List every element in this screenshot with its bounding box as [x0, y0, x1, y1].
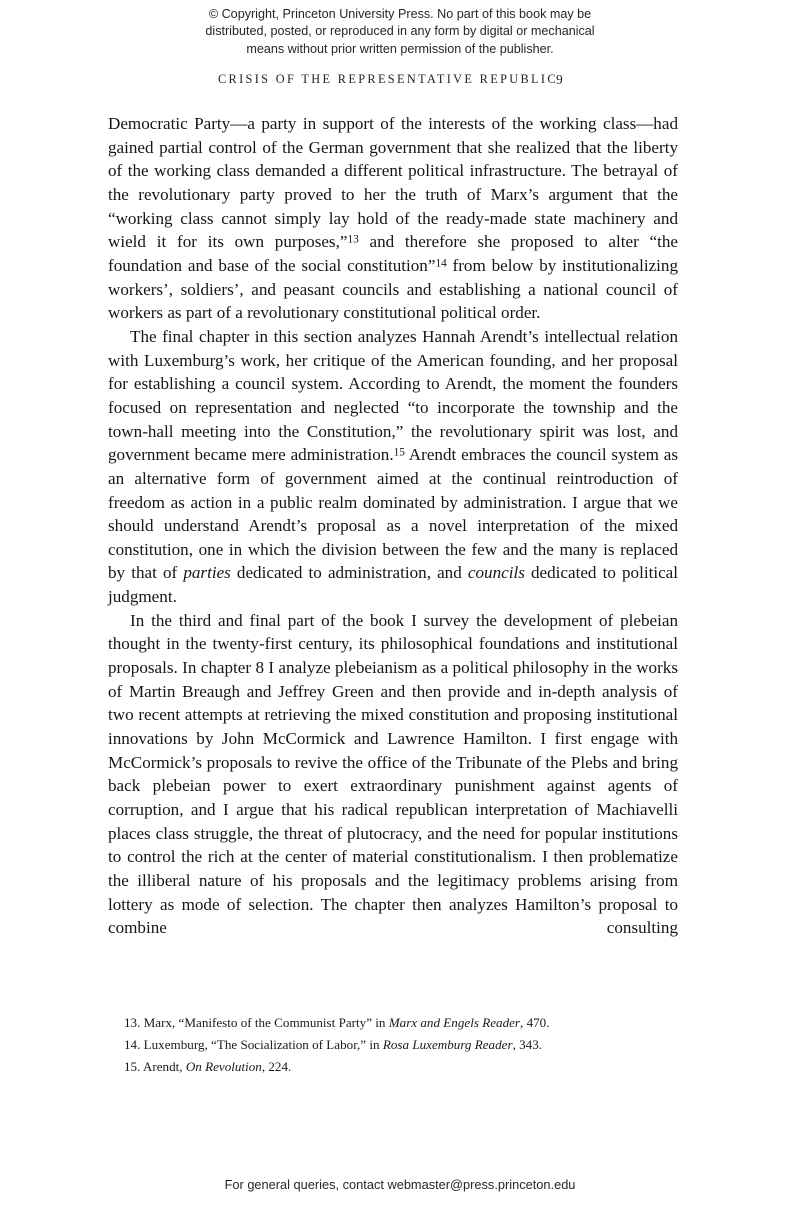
footnote-entry: 14. Luxemburg, “The Socialization of Labor,” in Rosa Luxemburg Reader, 343. — [124, 1037, 543, 1053]
running-head-title: CRISIS OF THE REPRESENTATIVE REPUBLIC — [218, 72, 558, 86]
footnotes-section — [124, 1012, 684, 1078]
copyright-notice — [0, 6, 800, 58]
body-paragraph: In the third and final part of the book I survey the development of plebeian thought in the twenty-first century, its philosophical foundations and institutional proposals. In chapter 8 I analyze plebeianism as a political philosophy in the works of Martin Breaugh and Jeffrey Green and then provide and in-depth analysis of two recent attempts at retrieving the mixed constitution and proposing institutional innovations by John McCormick and Lawrence Hamilton. I first engage with McCormick’s proposals to revive the office of the Tribunate of the Plebs and bring back plebeian power to exert extraordinary punishment against agents of corruption, and I argue that his radical republican interpretation of Machiavelli places class struggle, the threat of plutocracy, and the need for popular institutions to control the rich at the center of material constitutionalism. I then problematize the illiberal nature of his proposals and the legitimacy problems arising from lottery as mode of selection. The chapter then analyzes Hamilton’s proposal to combine consulting — [108, 610, 678, 938]
copyright-line-1: © Copyright, Princeton University Press. No part of this book may be — [208, 7, 592, 21]
body-paragraph: The final chapter in this section analyzes Hannah Arendt’s intellectual relation with Luxemburg’s work, her critique of the American founding, and her proposal for establishing a council system. According to Arendt, the moment the founders focused on representation and neglected “to incorporate the township and the town-hall meeting into the Constitution,” the revolutionary spirit was lost, and government became mere administration.$^{15}$ Arendt embraces the council system as an alternative form of government aimed at the continual reintroduction of freedom as action in a public realm dominated by administration. I argue that we should understand Arendt’s proposal as a novel interpretation of the mixed constitution, one in which the division between the few and the many is replaced by that of parties dedicated to administration, and councils dedicated to political judgment. — [108, 326, 679, 607]
page-footer: For general queries, contact webmaster@press.princeton.edu — [224, 1177, 576, 1192]
footnote-entry: 15. Arendt, On Revolution, 224. — [124, 1059, 292, 1075]
footnote-entry: 13. Marx, “Manifesto of the Communist Party” in Marx and Engels Reader, 470. — [124, 1015, 550, 1030]
copyright-line-3: means without prior written permission of the publisher. — [246, 41, 554, 56]
page-number: 9 — [556, 72, 563, 87]
body-text — [108, 112, 678, 940]
body-paragraph: Democratic Party—a party in support of the interests of the working class—had gained partial control of the German government that she realized that the liberty of the working class demanded a different political infrastructure. The betrayal of the revolutionary party proved to her the truth of Marx’s argument that the “working class cannot simply lay hold of the ready-made state machinery and wield it for its own purposes,”$^{13}$ and therefore she proposed to alter “the foundation and base of the social constitution”$^{14}$ from below by institutionalizing workers’, soldiers’, and peasant councils and establishing a national council of workers as part of a revolutionary constitutional political order. — [108, 114, 679, 323]
copyright-line-2: distributed, posted, or reproduced in any form by digital or mechanical — [205, 24, 595, 39]
running-head — [108, 72, 678, 92]
